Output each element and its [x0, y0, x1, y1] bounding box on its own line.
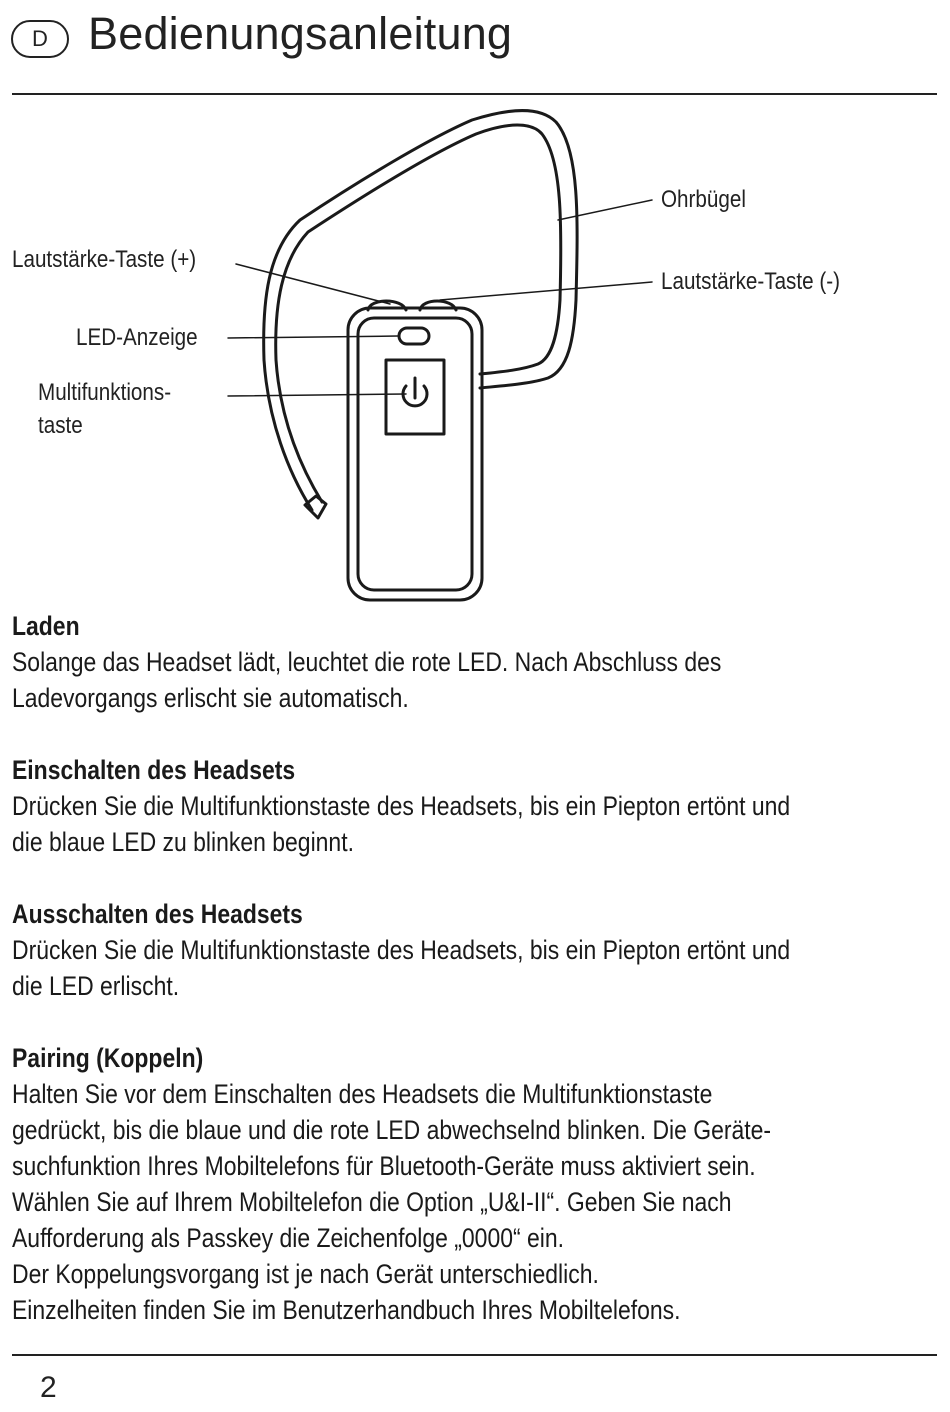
section-power-off: [12, 896, 942, 1004]
ear-hook-tip: [305, 496, 326, 518]
callout-multifunction-line1: Multifunktions-: [38, 379, 172, 406]
callout-multifunction-line2: taste: [38, 412, 83, 439]
section-text-line: Ladevorgangs erlischt sie automatisch.: [12, 683, 409, 713]
footer-divider: [12, 1354, 937, 1356]
section-text-line: suchfunktion Ihres Mobiltelefons für Bluetooth-Geräte muss aktiviert sein.: [12, 1151, 756, 1181]
ear-hook-inner: [276, 125, 561, 502]
section-heading: Einschalten des Headsets: [12, 755, 296, 785]
leader-multifunction: [228, 394, 406, 396]
section-text-line: Wählen Sie auf Ihrem Mobiltelefon die Option „U&I-II“. Geben Sie nach: [12, 1187, 732, 1217]
section-text-line: Solange das Headset lädt, leuchtet die rote LED. Nach Abschluss des: [12, 647, 722, 677]
instruction-content: [12, 608, 942, 1364]
callout-volume-up: Lautstärke-Taste (+): [12, 246, 197, 273]
section-heading: Ausschalten des Headsets: [12, 899, 303, 929]
leader-ear-hook: [558, 200, 652, 220]
section-text-line: Einzelheiten finden Sie im Benutzerhandbuch Ihres Mobiltelefons.: [12, 1295, 681, 1325]
section-text-line: Der Koppelungsvorgang ist je nach Gerät unterschiedlich.: [12, 1259, 599, 1289]
section-power-on: [12, 752, 942, 860]
section-text-line: Drücken Sie die Multifunktionstaste des Headsets, bis ein Piepton ertönt und: [12, 791, 791, 821]
section-heading: Laden: [12, 611, 80, 641]
section-pairing: [12, 1040, 942, 1328]
header-divider: [12, 93, 937, 95]
leader-volume-down: [440, 282, 652, 300]
callout-volume-down: Lautstärke-Taste (-): [661, 268, 840, 295]
section-text-line: Aufforderung als Passkey die Zeichenfolge „0000“ ein.: [12, 1223, 564, 1253]
headset-body-outer: [348, 308, 482, 600]
page-number: 2: [40, 1371, 57, 1404]
page-title: Bedienungsanleitung: [88, 8, 513, 59]
section-text-line: Halten Sie vor dem Einschalten des Headsets die Multifunktionstaste: [12, 1079, 713, 1109]
section-text-line: gedrückt, bis die blaue und die rote LED abwechselnd blinken. Die Geräte-: [12, 1115, 772, 1145]
section-text-line: Drücken Sie die Multifunktionstaste des Headsets, bis ein Piepton ertönt und: [12, 935, 791, 965]
leader-volume-up: [236, 264, 390, 304]
headset-illustration: [0, 100, 950, 610]
headset-diagram: [0, 100, 950, 610]
page-header: [0, 0, 950, 96]
section-charging: [12, 608, 942, 716]
led-indicator-shape: [399, 328, 429, 344]
section-text-line: die blaue LED zu blinken beginnt.: [12, 827, 354, 857]
leader-led: [228, 336, 398, 338]
callout-ear-hook: Ohrbügel: [661, 186, 746, 213]
language-badge: D: [11, 20, 69, 58]
section-text-line: die LED erlischt.: [12, 971, 180, 1001]
callout-led: LED-Anzeige: [76, 324, 198, 351]
section-heading: Pairing (Koppeln): [12, 1043, 204, 1073]
